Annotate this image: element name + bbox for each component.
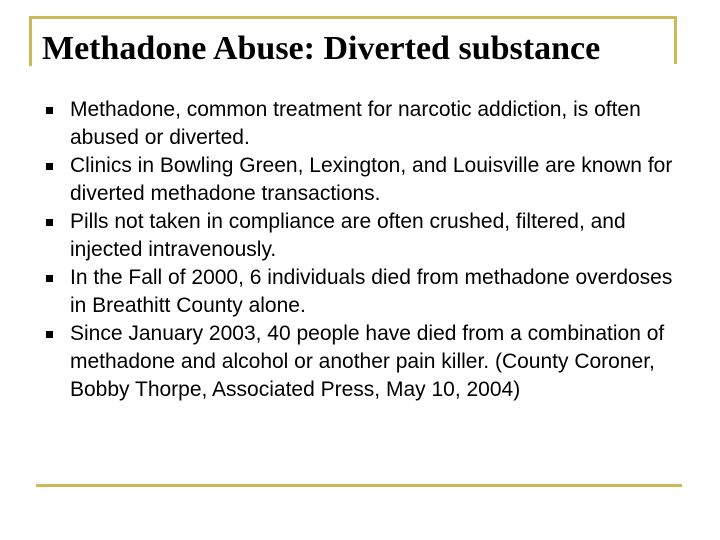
frame-left-line [29, 16, 32, 66]
bullet-item [40, 208, 680, 264]
frame-top-line [29, 16, 677, 19]
bullet-text: Methadone, common treatment for narcotic addiction, is often abused or diverted. [70, 98, 641, 149]
bullet-text: In the Fall of 2000, 6 individuals died from methadone overdoses in Breathitt County alone. [70, 266, 673, 317]
bullet-item [40, 264, 680, 320]
bullet-list [40, 96, 680, 404]
frame-bottom-line [36, 484, 682, 487]
bullet-text: Since January 2003, 40 people have died from a combination of methadone and alcohol or another pain killer. (County Coroner, Bobby Thorpe, Associated Press, May 10, 2004) [70, 322, 665, 401]
bullet-text: Clinics in Bowling Green, Lexington, and Louisville are known for diverted methadone transactions. [70, 154, 673, 205]
bullet-item [40, 320, 680, 404]
square-bullet-icon [46, 331, 53, 338]
bullet-item [40, 152, 680, 208]
slide-title: Methadone Abuse: Diverted substance [42, 30, 601, 67]
square-bullet-icon [46, 275, 53, 282]
bullet-item [40, 96, 680, 152]
square-bullet-icon [46, 107, 53, 114]
square-bullet-icon [46, 219, 53, 226]
bullet-text: Pills not taken in compliance are often crushed, filtered, and injected intravenously. [70, 210, 626, 261]
square-bullet-icon [46, 163, 53, 170]
